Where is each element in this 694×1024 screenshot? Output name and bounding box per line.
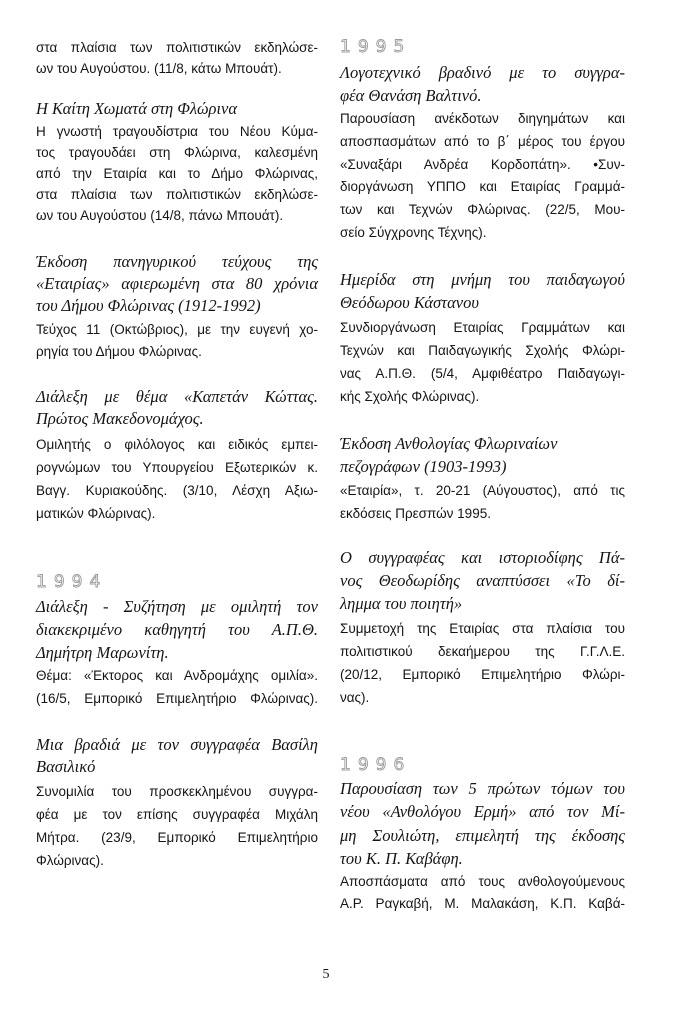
entry-body [36,780,318,872]
entry-body [340,617,625,709]
entry-title [36,595,318,664]
entry-body [36,433,318,525]
entry-title [340,432,625,478]
title-line: Βασιλικό [36,757,96,776]
title-line: μη Σουλιώτη, επιμελητή της έκδοσης [340,825,625,845]
body-line: Μήτρα. (23/9, Εμπορικό Επιμελητήριο [36,829,318,845]
body-line: ρηγία του Δήμου Φλώρινας. [36,344,202,359]
body-line: στα πλαίσια των πολιτιστικών εκδηλώσε- [36,40,318,55]
body-line: Τεύχος 11 (Οκτώβριος), με την ευγενή χο- [36,322,318,337]
body-line: από την Εταιρία και το Δήμο Φλώρινας, [36,165,318,181]
title-line: Ημερίδα στη μνήμη του παιδαγωγού [340,270,625,289]
title-line: του Κ. Π. Καβάφη. [340,848,463,868]
title-line: διακεκριμένο καθηγητή του Α.Π.Θ. [36,620,318,639]
entry-body [36,121,318,226]
entry-title [36,734,318,778]
title-line: του Δήμου Φλώρινας (1912-1992) [36,296,261,315]
body-line: Τεχνών και Παιδαγωγικής Σχολής Φλώρι- [340,342,625,358]
body-line: Συνδιοργάνωση Εταιρίας Γραμμάτων και [340,319,625,335]
body-line: αποσπασμάτων από το β΄ μέρος του έργου [340,133,625,149]
entry-title [340,268,625,314]
title-line: λημμα του ποιητή» [340,594,463,613]
title-line: Θεόδωρου Κάστανου [340,293,479,312]
title-line: φέα Θανάση Βαλτινό. [340,86,482,105]
body-line: ματικών Φλώρινας). [36,505,156,521]
entry-title [36,98,318,120]
body-line: πολιτιστικού δεκαήμερου της Γ.Γ.Λ.Ε. [340,643,625,659]
title-line: Διάλεξη με θέμα «Καπετάν Κώττας. [36,387,318,406]
entry-body [36,319,318,363]
entry-body [340,316,625,408]
entry-body [340,108,625,245]
title-line: Παρουσίαση των 5 πρώτων τόμων του [340,779,625,798]
title-line: νέου «Ανθολόγου Ερμή» από τον Μί- [340,802,625,822]
body-line: διοργάνωση ΥΠΠΟ και Εταιρίας Γραμμά- [340,179,625,195]
body-line: κής Σχολής Φλώρινας). [340,388,480,404]
body-line: «Συναξάρι Ανδρέα Κορδοπάτη». •Συν- [340,156,625,172]
body-line: Παρουσίαση ανέκδοτων διηγημάτων και [340,111,625,126]
body-line: νας Α.Π.Θ. (5/4, Αμφιθέατρο Παιδαγωγι- [340,365,625,381]
entry-title [340,61,625,107]
body-line: Ομιλητής ο φιλόλογος και ειδικός εμπει- [36,436,318,452]
body-line: των και Τεχνών Φλώρινας. (22/5, Μου- [340,202,625,218]
page-number: 5 [322,967,330,982]
title-line: Η Καίτη Χωματά στη Φλώρινα [36,99,238,118]
year-heading-1996: 1996 [340,755,412,775]
body-line: Συνομιλία του προσκεκλημένου συγγρα- [36,783,318,799]
body-line: φέα με τον επίσης συγγραφέα Μιχάλη [36,806,318,822]
body-line: (16/5, Εμπορικό Επιμελητήριο Φλώρινας). [36,691,318,706]
body-line: νας). [340,689,370,705]
title-line: Μια βραδιά με τον συγγραφέα Βασίλη [36,735,318,754]
entry-title [36,386,318,430]
body-line: εκδόσεις Πρεσπών 1995. [340,505,491,521]
title-line: πεζογράφων (1903-1993) [340,457,507,476]
body-line: ων του Αυγούστου (14/8, πάνω Μπουάτ). [36,207,284,223]
title-line: Έκδοση Ανθολογίας Φλωριναίων [340,434,558,453]
title-line: Ο συγγραφέας και ιστοριοδίφης Πά- [340,548,625,567]
title-line: Δημήτρη Μαρωνίτη. [36,643,169,662]
body-line: Βαγγ. Κυριακούδης. (3/10, Λέσχη Αξιω- [36,482,318,498]
entry-title [36,251,318,317]
title-line: Πρώτος Μακεδονομάχος. [36,409,204,428]
body-line: Η γνωστή τραγουδίστρια του Νέου Κύμα- [36,123,318,139]
entry-title [340,546,625,615]
title-line: Έκδοση πανηγυρικού τεύχους της [36,252,318,271]
title-line: νος Θεοδωρίδης αναπτύσσει «Το δί- [340,571,625,590]
body-line: ρογνώμων του Υπουργείου Εξωτερικών κ. [36,459,318,475]
entry-title [340,777,625,870]
title-line: Λογοτεχνικό βραδινό με το συγγρα- [340,63,625,82]
body-line: Συμμετοχή της Εταιρίας στα πλαίσια του [340,620,625,636]
body-line: στα πλαίσια των πολιτιστικών εκδηλώσε- [36,186,318,202]
year-heading-1995: 1995 [340,37,412,57]
body-line: Αποσπάσματα από τους ανθολογούμενους [340,873,625,889]
entry-body [36,664,318,710]
body-line: τος τραγουδάει στη Φλώρινα, καλεσμένη [36,144,318,160]
body-line: Α.Ρ. Ραγκαβή, Μ. Μαλακάση, Κ.Π. Καβά- [340,895,625,911]
year-heading-1994: 1994 [36,572,108,592]
entry-body [340,871,625,915]
body-line: «Εταιρία», τ. 20-21 (Αύγουστος), από τις [340,482,625,498]
body-line: Φλώρινας). [36,852,104,868]
title-line: «Εταιρίας» αφιερωμένη στα 80 χρόνια [36,274,318,293]
title-line: Διάλεξη - Συζήτηση με ομιλητή τον [36,597,318,616]
body-line: ων του Αυγούστου. (11/8, κάτω Μπουάτ). [36,61,282,76]
entry-body [340,479,625,525]
continued-paragraph [36,37,318,79]
body-line: Θέμα: «Έκτορος και Ανδρομάχης ομιλία». [36,668,318,683]
body-line: (20/12, Εμπορικό Επιμελητήριο Φλώρι- [340,666,625,682]
body-line: σείο Σύγχρονης Τέχνης). [340,224,487,240]
